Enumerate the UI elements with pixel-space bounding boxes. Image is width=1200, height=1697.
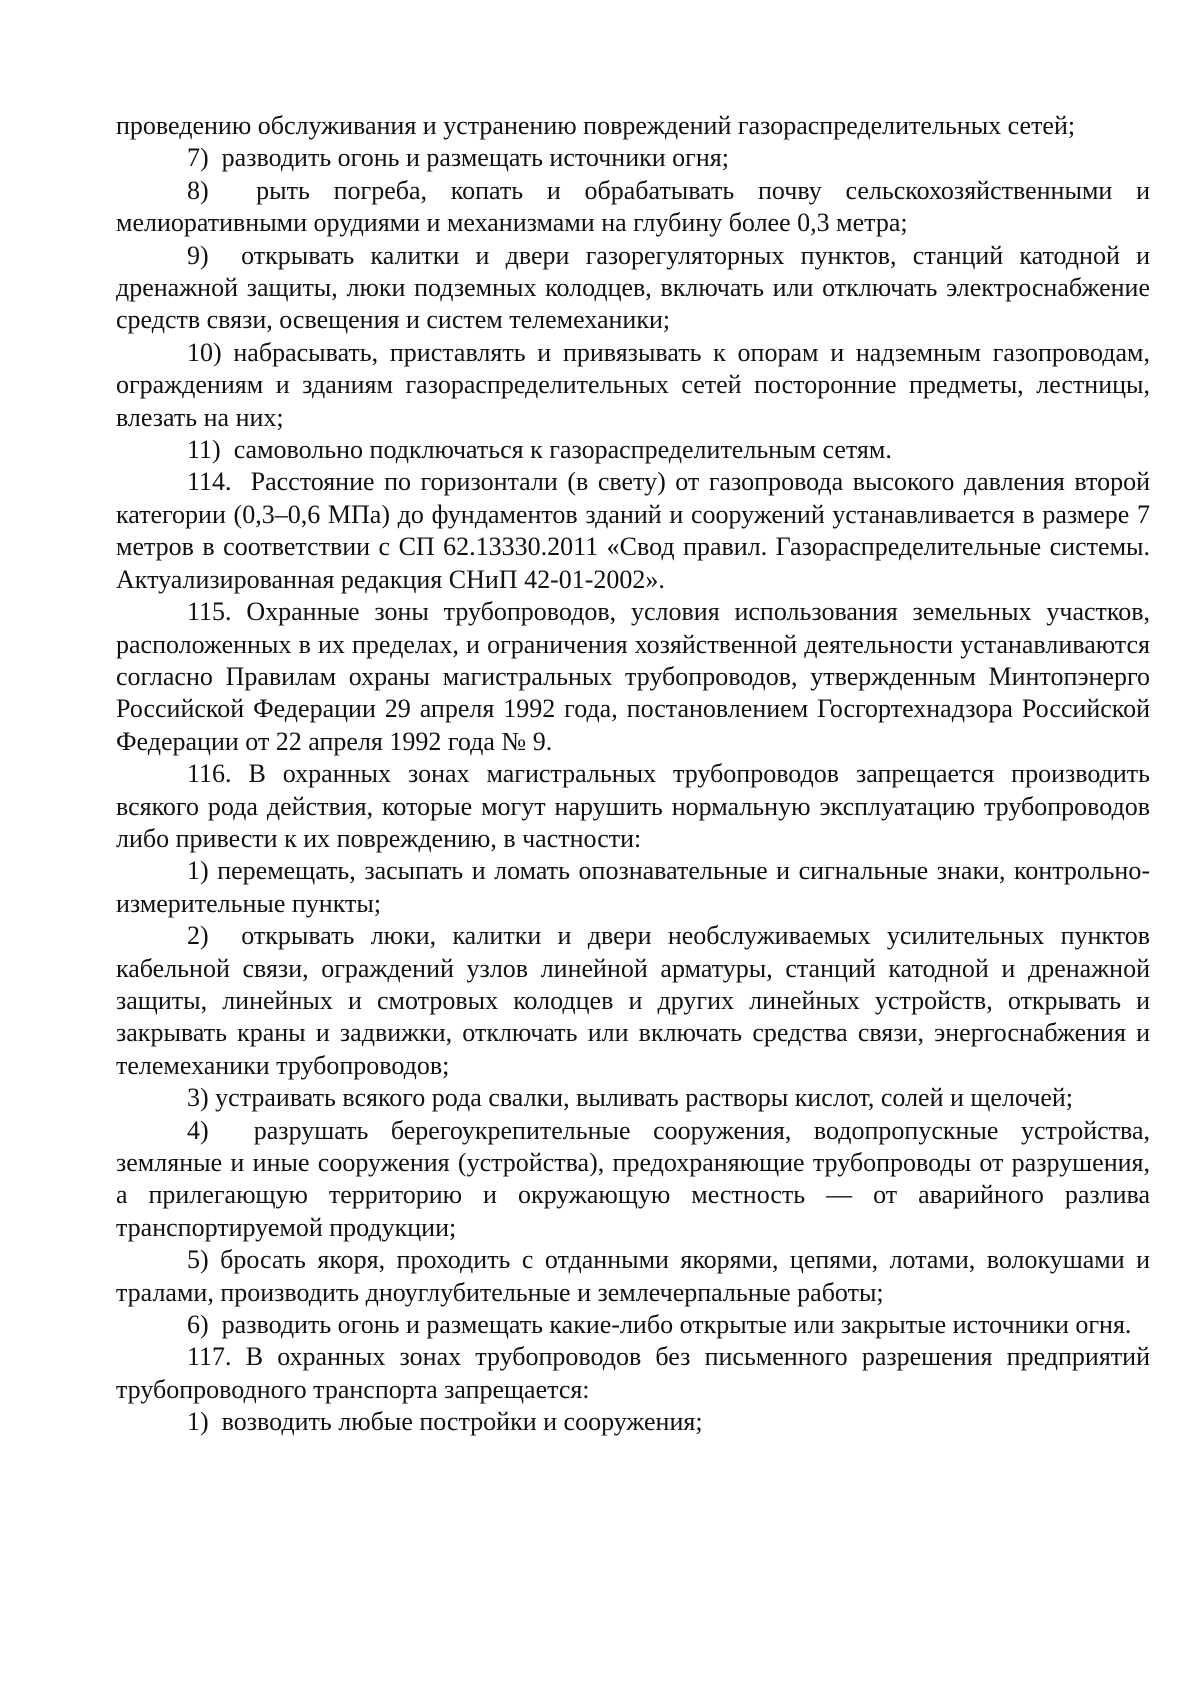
paragraph-clause-114: 114. Расстояние по горизонтали (в свету) от газопровода высокого давления второй категории (0,3–0,6 МПа) до фундаментов зданий и сооружений устанавливается в размере 7 метров в соответствии с СП 62.13330.2011 «Свод правил. Газораспределительные системы. Актуализированная редакция СНиП 42-01-2002».	[116, 467, 1150, 594]
paragraph-item-6: 6) разводить огонь и размещать какие-либо открытые или закрытые источники огня.	[187, 1310, 1132, 1340]
paragraph-item-1: 1) перемещать, засыпать и ломать опознавательные и сигнальные знаки, контрольно-измерительные пункты;	[116, 856, 1150, 918]
paragraph-item-5: 5) бросать якоря, проходить с отданными якорями, цепями, лотами, волокушами и тралами, производить дноуглубительные и землечерпальные работы;	[116, 1245, 1150, 1307]
paragraph-item-2: 2) открывать люки, калитки и двери необслуживаемых усилительных пунктов кабельной связи, ограждений узлов линейной арматуры, станций катодной и дренажной защиты, линейных и смотровых колодцев и других линейных устройств, открывать и закрывать краны и задвижки, отключать или включать средства связи, энергоснабжения и телемеханики трубопроводов;	[116, 921, 1150, 1080]
paragraph-clause-116: 116. В охранных зонах магистральных трубопроводов запрещается производить всякого рода действия, которые могут нарушить нормальную эксплуатацию трубопроводов либо привести к их повреждению, в частности:	[116, 759, 1150, 853]
paragraph-item-3: 3) устраивать всякого рода свалки, выливать растворы кислот, солей и щелочей;	[187, 1083, 1074, 1113]
paragraph-item-10: 10) набрасывать, приставлять и привязывать к опорам и надземным газопроводам, ограждениям и зданиям газораспределительных сетей посторонние предметы, лестницы, влезать на них;	[116, 337, 1150, 432]
paragraph-clause-115: 115. Охранные зоны трубопроводов, условия использования земельных участков, расположенных в их пределах, и ограничения хозяйственной деятельности устанавливаются согласно Правилам охраны магистральных трубопроводов, утвержденным Минтопэнерго Российской Федерации 29 апреля 1992 года, постановлением Госгортехнадзора Российской Федерации от 22 апреля 1992 года № 9.	[116, 597, 1150, 756]
paragraph-item-4: 4) разрушать берегоукрепительные сооружения, водопропускные устройства, земляные и иные сооружения (устройства), предохраняющие трубопроводы от разрушения, а прилегающую территорию и окружающую местность — от аварийного разлива транспортируемой продукции;	[116, 1115, 1150, 1242]
paragraph-continuation: проведению обслуживания и устранению повреждений газораспределительных сетей;	[116, 111, 1076, 140]
paragraph-item-9: 9) открывать калитки и двери газорегуляторных пунктов, станций катодной и дренажной защиты, люки подземных колодцев, включать или отключать электроснабжение средств связи, освещения и систем телемеханики;	[116, 240, 1150, 335]
paragraph-item-11: 11) самовольно подключаться к газораспределительным сетям.	[187, 435, 892, 465]
paragraph-item-7: 7) разводить огонь и размещать источники огня;	[187, 143, 729, 173]
paragraph-item-8: 8) рыть погреба, копать и обрабатывать почву сельскохозяйственными и мелиоративными орудиями и механизмами на глубину более 0,3 метра;	[116, 175, 1150, 238]
paragraph-item-1-clause-117: 1) возводить любые постройки и сооружения;	[187, 1407, 703, 1437]
document-page	[116, 110, 1150, 1439]
paragraph-clause-117: 117. В охранных зонах трубопроводов без письменного разрешения предприятий трубопроводного транспорта запрещается:	[116, 1342, 1150, 1404]
